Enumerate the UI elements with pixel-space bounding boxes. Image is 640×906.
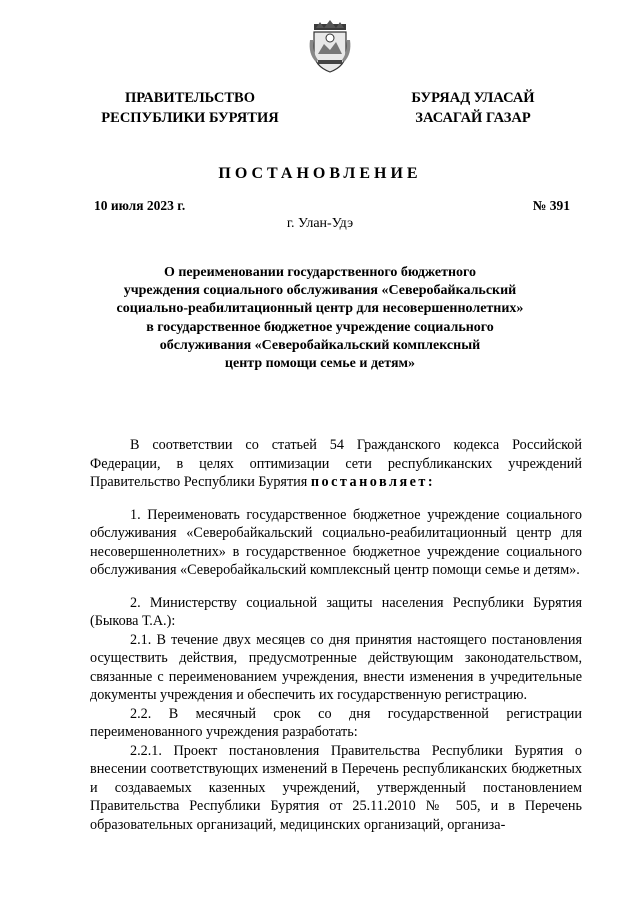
coat-of-arms-icon <box>308 18 352 74</box>
title-line: социально-реабилитационный центр для несовершеннолетних» <box>116 301 524 317</box>
decree-word: постановляет: <box>310 474 436 490</box>
paragraph-1: 1. Переименовать государственное бюджетное учреждение социального обслуживания «Северобайкальский социально-реабилитационный центр для несовершеннолетних» в государственное бюджетное учреждение социального обслуживания «Северобайкальский комплексный центр помощи семье и детям». <box>90 506 582 578</box>
title-line: центр помощи семье и детям» <box>224 356 416 372</box>
document-date: 10 июля 2023 г. <box>94 198 186 213</box>
preamble-paragraph <box>90 436 582 492</box>
paragraph-2-1: 2.1. В течение двух месяцев со дня принятия настоящего постановления осуществить действия, предусмотренные действующим законодательством, связанные с переименованием учреждения, внести изменения в учредительные документы учреждения и обеспечить их государственную регистрацию. <box>90 631 582 703</box>
paragraph-2-2: 2.2. В месячный срок со дня государственной регистрации переименованного учреждения разработать: <box>90 705 582 740</box>
government-header-ru <box>90 88 290 128</box>
header-left-line2: РЕСПУБЛИКИ БУРЯТИЯ <box>101 110 279 126</box>
government-header-bua <box>398 88 548 128</box>
document-body <box>90 436 582 834</box>
preamble-text: В соответствии со статьей 54 Гражданского кодекса Российской Федерации, в целях оптимизации сети республиканских учреждений Правительство Республики Бурятия <box>90 437 582 490</box>
document-title <box>90 264 550 373</box>
title-line: в государственное бюджетное учреждение социального <box>146 319 494 335</box>
title-line: обслуживания «Северобайкальский комплексный <box>159 337 481 353</box>
document-type: ПОСТАНОВЛЕНИЕ <box>218 165 422 182</box>
title-line: учреждения социального обслуживания «Северобайкальский <box>123 283 517 299</box>
document-city: г. Улан-Удэ <box>286 216 354 231</box>
paragraph-2: 2. Министерству социальной защиты населения Республики Бурятия (Быкова Т.А.): <box>90 594 582 629</box>
header-right-line1: БУРЯАД УЛАСАЙ <box>411 90 535 106</box>
header-right-line2: ЗАСАГАЙ ГАЗАР <box>415 110 531 126</box>
document-number: № 391 <box>532 198 570 213</box>
header-left-line1: ПРАВИТЕЛЬСТВО <box>125 90 255 106</box>
paragraph-2-2-1: 2.2.1. Проект постановления Правительства Республики Бурятия о внесении соответствующих изменений в Перечень республиканских бюджетных и создаваемых казенных учреждений, утвержденный постановлением Правительства Республики Бурятия от 25.11.2010 № 505, и в Перечень образовательных организаций, медицинских организаций, организа- <box>90 742 582 833</box>
title-line: О переименовании государственного бюджетного <box>163 265 477 280</box>
